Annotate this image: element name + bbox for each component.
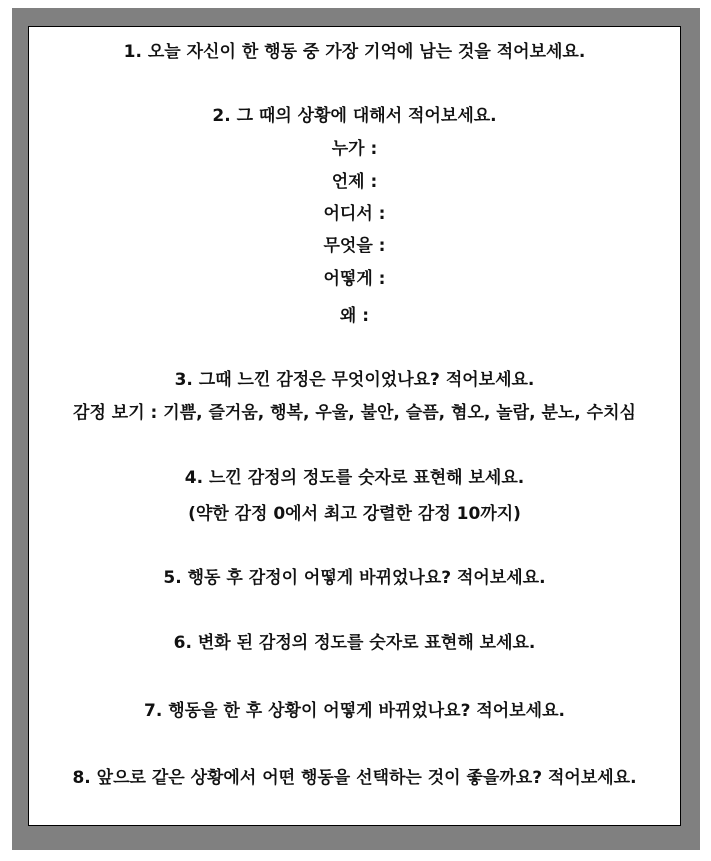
worksheet-page xyxy=(28,26,681,826)
question-2-when: 언제 : xyxy=(331,172,378,192)
question-8: 8. 앞으로 같은 상황에서 어떤 행동을 선택하는 것이 좋을까요? 적어보세요. xyxy=(72,768,637,788)
question-4: 4. 느낀 감정의 정도를 숫자로 표현해 보세요. xyxy=(184,468,525,488)
document-frame xyxy=(12,8,700,850)
question-2-where: 어디서 : xyxy=(323,204,386,224)
question-6: 6. 변화 된 감정의 정도를 숫자로 표현해 보세요. xyxy=(173,633,536,653)
question-1: 1. 오늘 자신이 한 행동 중 가장 기억에 남는 것을 적어보세요. xyxy=(123,42,586,62)
question-4-scale: (약한 감정 0에서 최고 강렬한 감정 10까지) xyxy=(188,504,521,524)
question-2-how: 어떻게 : xyxy=(323,269,386,289)
emotion-examples: 감정 보기 : 기쁨, 즐거움, 행복, 우울, 불안, 슬픔, 혐오, 놀람, 분노, 수치심 xyxy=(73,403,636,423)
question-2-why: 왜 : xyxy=(339,306,370,326)
question-5: 5. 행동 후 감정이 어떻게 바뀌었나요? 적어보세요. xyxy=(163,568,546,588)
question-2-what: 무엇을 : xyxy=(323,236,386,256)
question-2-who: 누가 : xyxy=(331,139,378,159)
question-7: 7. 행동을 한 후 상황이 어떻게 바뀌었나요? 적어보세요. xyxy=(144,701,565,721)
question-2: 2. 그 때의 상황에 대해서 적어보세요. xyxy=(212,106,497,126)
question-3: 3. 그때 느낀 감정은 무엇이었나요? 적어보세요. xyxy=(174,370,535,390)
